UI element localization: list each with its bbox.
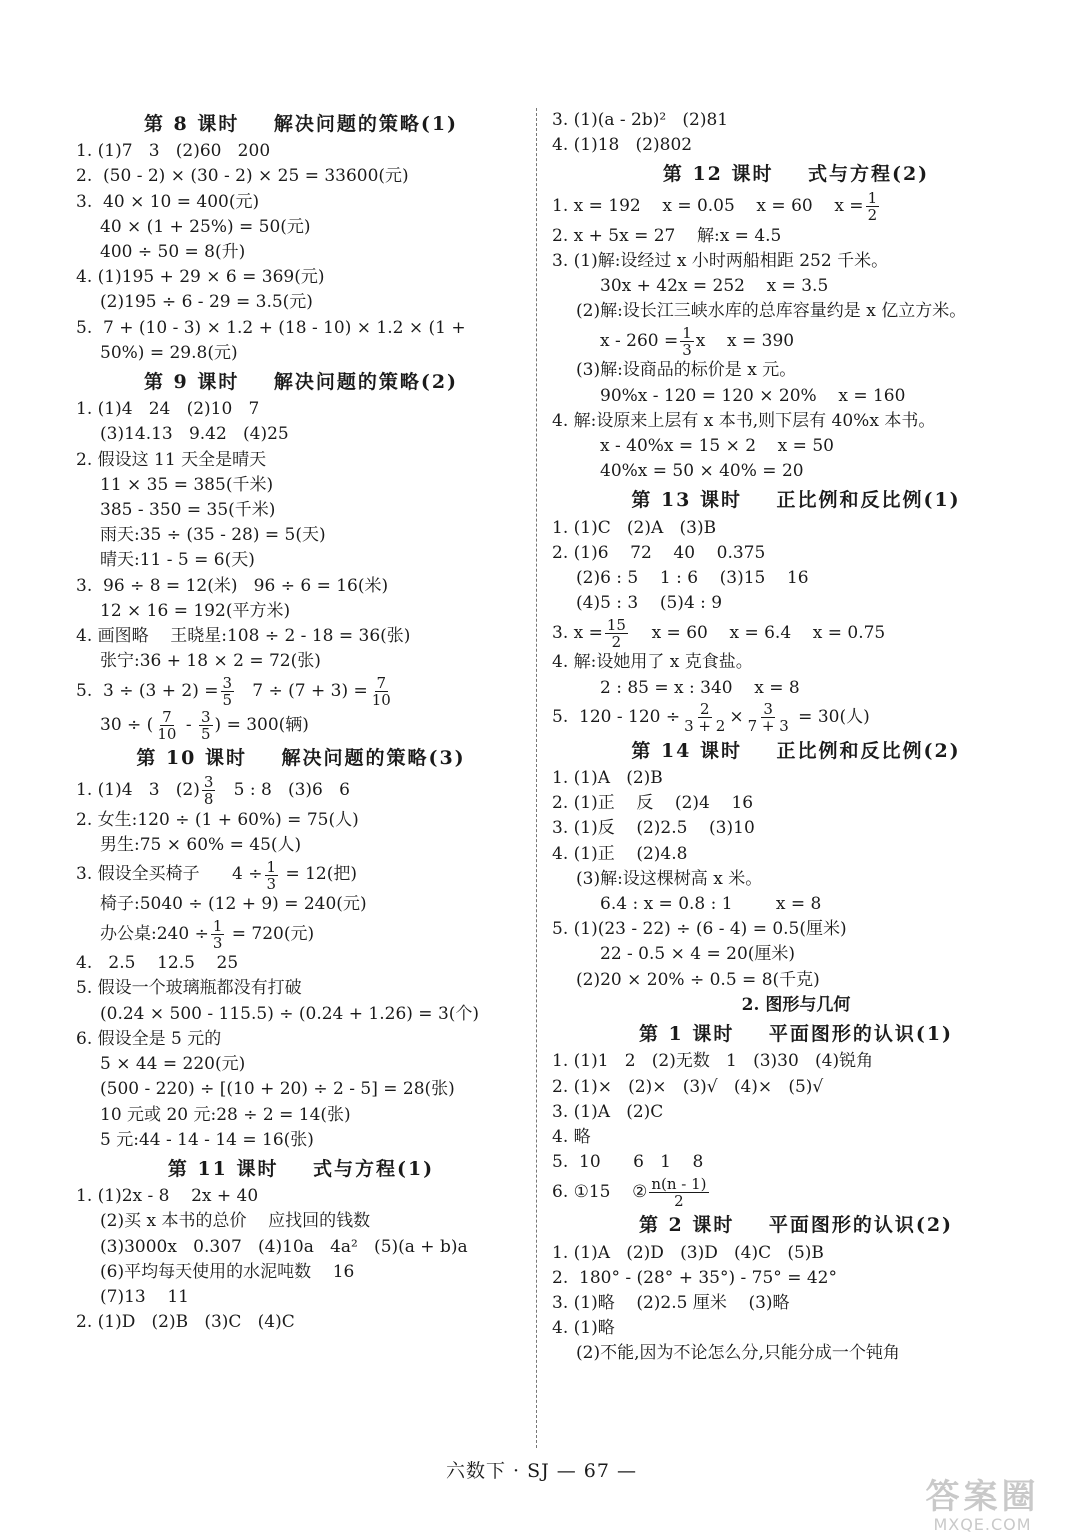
answer-line: 10 元或 20 元:28 ÷ 2 = 14(张) [100, 1104, 351, 1125]
answer-line: (3)14.13 9.42 (4)25 [100, 424, 289, 445]
answer-line: 4. (1)略 [552, 1318, 615, 1339]
answer-line-fraction [76, 858, 526, 892]
denominator: 5 [200, 724, 211, 743]
answer-line: 1. (1)4 24 (2)10 7 [76, 399, 260, 420]
numerator: 7 [162, 707, 172, 726]
numerator: 3 [203, 773, 214, 792]
expr-text: ) = 300(辆) [214, 714, 309, 735]
answer-line: 1. (1)A (2)D (3)D (4)C (5)B [552, 1242, 824, 1263]
answer-line: (7)13 11 [100, 1286, 189, 1307]
answer-line: 4. 解:设原来上层有 x 本书,则下层有 40%x 本书。 [552, 410, 936, 431]
answer-line: 50%) = 29.8(元) [100, 342, 238, 363]
answer-line-fraction [552, 1175, 1040, 1209]
answer-line-fraction [76, 774, 526, 808]
answer-line: 30x + 42x = 252 x = 3.5 [600, 276, 829, 297]
answer-line: 3. (1)解:设经过 x 小时两船相距 252 千米。 [552, 250, 889, 271]
answer-line: 雨天:35 ÷ (35 - 28) = 5(天) [100, 525, 326, 546]
expr-text: 3. 假设全买椅子 4 ÷ [76, 864, 263, 885]
fraction [202, 774, 216, 807]
answer-line: 5 × 44 = 220(元) [100, 1054, 246, 1075]
section-title-lesson-12: 第 12 课时 式与方程(2) [662, 163, 930, 186]
left-column [76, 108, 526, 1335]
answer-line: 5. 10 6 1 8 [552, 1152, 704, 1173]
answer-line: 2. (1)D (2)B (3)C (4)C [76, 1312, 295, 1333]
answer-line: (2)解:设长江三峡水库的总库容量约是 x 亿立方米。 [576, 301, 967, 322]
part-title-geometry: 2. 图形与几何 [741, 994, 851, 1015]
numerator: 1 [867, 189, 878, 208]
fraction [370, 675, 393, 708]
answer-line: 1. (1)A (2)B [552, 768, 663, 789]
numerator: 7 [376, 673, 387, 692]
answer-line: (4)5 : 3 (5)4 : 9 [576, 593, 723, 614]
answer-line: (2)不能,因为不论怎么分,只能分成一个钝角 [576, 1343, 900, 1364]
answer-line: 2. (50 - 2) × (30 - 2) × 25 = 33600(元) [76, 166, 409, 187]
denominator: 3 [212, 933, 223, 952]
expr-text: × [729, 707, 744, 728]
fraction [605, 617, 628, 650]
answer-line-fraction [76, 674, 526, 708]
answer-line: (2)买 x 本书的总价 应找回的钱数 [100, 1211, 371, 1232]
expr-text: 1. (1)4 3 (2) [76, 780, 200, 801]
section-title-geometry-lesson-1: 第 1 课时 平面图形的认识(1) [638, 1023, 954, 1046]
denominator: 3 [266, 874, 277, 893]
numerator: 3 [222, 673, 233, 692]
answer-line: 晴天:11 - 5 = 6(天) [100, 550, 255, 571]
answer-line: 张宁:36 + 18 × 2 = 72(张) [100, 651, 321, 672]
answer-line-fraction [552, 324, 1040, 358]
expr-text: 5. 3 ÷ (3 + 2) = [76, 680, 219, 701]
denominator: 3 [682, 340, 692, 359]
answer-line: (0.24 × 500 - 115.5) ÷ (0.24 + 1.26) = 3(个) [100, 1003, 480, 1024]
denominator: 10 [157, 724, 177, 743]
answer-line: 1. (1)C (2)A (3)B [552, 517, 717, 538]
section-title-lesson-10: 第 10 课时 解决问题的策略(3) [136, 747, 466, 770]
answer-line: 385 - 350 = 35(千米) [100, 500, 276, 521]
answer-line: 男生:75 × 60% = 45(人) [100, 834, 302, 855]
answer-line: 4. (1)18 (2)802 [552, 135, 693, 156]
numerator: 1 [266, 857, 277, 876]
expr-text: = 720(元) [226, 923, 315, 944]
watermark-url: MXQE.COM [933, 1515, 1032, 1534]
fraction [211, 918, 225, 951]
answer-line: 1. (1)7 3 (2)60 200 [76, 141, 271, 162]
answer-line: 3. 40 × 10 = 400(元) [76, 191, 260, 212]
expr-text: x = 60 x = 6.4 x = 0.75 [629, 622, 886, 643]
fraction [680, 325, 694, 358]
expr-text: - [180, 714, 197, 735]
fraction [199, 709, 213, 742]
watermark-title: 答案圈 [925, 1477, 1040, 1517]
answer-line: 2. x + 5x = 27 解:x = 4.5 [552, 225, 782, 246]
answer-line: 2. (1)正 反 (2)4 16 [552, 793, 754, 814]
expr-text: 办公桌:240 ÷ [100, 923, 209, 944]
answer-line: (3)解:设商品的标价是 x 元。 [576, 360, 797, 381]
denominator: 2 [611, 632, 622, 651]
answer-line: 11 × 35 = 385(千米) [100, 474, 274, 495]
answer-line: (3)3000x 0.307 (4)10a 4a² (5)(a + b)a [100, 1236, 468, 1257]
answer-line: (500 - 220) ÷ [(10 + 20) ÷ 2 - 5] = 28(张) [100, 1079, 455, 1100]
denominator: 7 + 3 [747, 717, 789, 736]
denominator: 3 + 2 [684, 717, 726, 736]
answer-line: 5 元:44 - 14 - 14 = 16(张) [100, 1129, 314, 1150]
answer-line: 4. (1)195 + 29 × 6 = 369(元) [76, 267, 325, 288]
answer-line-fraction [76, 708, 526, 742]
page-footer: 六数下 · SJ — 67 — [445, 1460, 638, 1482]
denominator: 8 [203, 790, 214, 809]
answer-line: (6)平均每天使用的水泥吨数 16 [100, 1261, 355, 1282]
fraction [221, 675, 235, 708]
right-column [552, 108, 1040, 1367]
answer-line: 2. (1)6 72 40 0.375 [552, 542, 766, 563]
answer-line: 3. (1)反 (2)2.5 (3)10 [552, 818, 755, 839]
expr-text: 1. x = 192 x = 0.05 x = 60 x = [552, 196, 864, 216]
answer-line: 4. (1)正 (2)4.8 [552, 843, 688, 864]
answer-line-fraction [552, 701, 1040, 735]
answer-line: 40%x = 50 × 40% = 20 [600, 461, 804, 482]
column-divider [536, 108, 537, 1448]
section-title-lesson-11: 第 11 课时 式与方程(1) [167, 1157, 435, 1180]
answer-line: x - 40%x = 15 × 2 x = 50 [600, 436, 834, 457]
answer-line: (2)195 ÷ 6 - 29 = 3.5(元) [100, 292, 313, 313]
answer-line: 4. 画图略 王晓星:108 ÷ 2 - 18 = 36(张) [76, 626, 411, 647]
answer-line: 3. (1)A (2)C [552, 1101, 664, 1122]
answer-line: 4. 解:设她用了 x 克食盐。 [552, 652, 753, 673]
answer-line: 椅子:5040 ÷ (12 + 9) = 240(元) [100, 894, 367, 915]
answer-line: 3. (1)(a - 2b)² (2)81 [552, 110, 729, 130]
answer-line: (2)20 × 20% ÷ 0.5 = 8(千克) [576, 969, 820, 990]
expr-text: = 30(人) [792, 707, 870, 728]
answer-line: 40 × (1 + 25%) = 50(元) [100, 216, 311, 237]
answer-line-fraction [552, 616, 1040, 650]
fraction [155, 709, 178, 742]
answer-line-fraction [76, 917, 526, 951]
expr-text: 3. x = [552, 622, 603, 643]
answer-line: 5. (1)(23 - 22) ÷ (6 - 4) = 0.5(厘米) [552, 919, 847, 940]
section-title-lesson-13: 第 13 课时 正比例和反比例(1) [631, 489, 961, 512]
answer-line: (2)6 : 5 1 : 6 (3)15 16 [576, 568, 809, 589]
answer-line: 1. (1)1 2 (2)无数 1 (3)30 (4)锐角 [552, 1051, 874, 1072]
expr-text: 7 ÷ (7 + 3) = [236, 680, 368, 701]
answer-line: 4. 略 [552, 1126, 591, 1147]
section-title-geometry-lesson-2: 第 2 课时 平面图形的认识(2) [638, 1214, 954, 1237]
expr-text: 5. 120 - 120 ÷ [552, 707, 681, 728]
answer-line: 12 × 16 = 192(平方米) [100, 600, 291, 621]
answer-line: 3. 96 ÷ 8 = 12(米) 96 ÷ 6 = 16(米) [76, 575, 389, 596]
numerator: 3 [763, 700, 773, 719]
section-title-lesson-9: 第 9 课时 解决问题的策略(2) [143, 371, 459, 394]
numerator: n(n - 1) [651, 1174, 707, 1193]
fraction [866, 190, 880, 223]
answer-line: 4. 2.5 12.5 25 [76, 953, 239, 974]
numerator: 15 [606, 615, 626, 634]
answer-line: 22 - 0.5 × 4 = 20(厘米) [600, 944, 796, 965]
numerator: 1 [212, 916, 223, 935]
section-title-lesson-8: 第 8 课时 解决问题的策略(1) [143, 113, 459, 135]
expr-text: 30 ÷ ( [100, 714, 154, 735]
fraction [746, 701, 791, 734]
answer-line: 2. 180° - (28° + 35°) - 75° = 42° [552, 1267, 837, 1288]
answer-line: 3. (1)略 (2)2.5 厘米 (3)略 [552, 1292, 790, 1313]
section-title-lesson-14: 第 14 课时 正比例和反比例(2) [631, 739, 961, 762]
answer-line: 2. 女生:120 ÷ (1 + 60%) = 75(人) [76, 809, 359, 830]
expr-text: = 12(把) [280, 864, 358, 885]
denominator: 5 [222, 690, 233, 709]
answer-line-fraction [552, 190, 1040, 224]
expr-text: 5 : 8 (3)6 6 [217, 780, 350, 801]
answer-line: (3)解:设这棵树高 x 米。 [576, 868, 763, 889]
expr-text: 6. ①15 ② [552, 1181, 648, 1202]
expr-text: x x = 390 [695, 330, 795, 351]
numerator: 1 [682, 323, 692, 342]
fraction [682, 701, 727, 734]
denominator: 2 [674, 1191, 684, 1210]
watermark-logo [900, 1478, 1065, 1534]
answer-line: 2 : 85 = x : 340 x = 8 [600, 677, 800, 698]
answer-line: 6. 假设全是 5 元的 [76, 1028, 222, 1049]
fraction [265, 859, 279, 892]
answer-line: 5. 假设一个玻璃瓶都没有打破 [76, 978, 302, 999]
answer-line: 90%x - 120 = 120 × 20% x = 160 [600, 385, 906, 406]
denominator: 2 [867, 206, 878, 225]
numerator: 3 [200, 707, 211, 726]
answer-line: 2. (1)× (2)× (3)√ (4)× (5)√ [552, 1076, 824, 1097]
answer-line: 1. (1)2x - 8 2x + 40 [76, 1186, 259, 1207]
answer-line: 6.4 : x = 0.8 : 1 x = 8 [600, 894, 822, 915]
expr-text: x - 260 = [600, 330, 679, 351]
answer-line: 2. 假设这 11 天全是晴天 [76, 449, 267, 470]
answer-line: 5. 7 + (10 - 3) × 1.2 + (18 - 10) × 1.2 × (1 + [76, 317, 466, 338]
numerator: 2 [699, 700, 710, 719]
answer-line: 400 ÷ 50 = 8(升) [100, 242, 246, 263]
denominator: 10 [371, 690, 391, 709]
fraction [649, 1176, 708, 1209]
